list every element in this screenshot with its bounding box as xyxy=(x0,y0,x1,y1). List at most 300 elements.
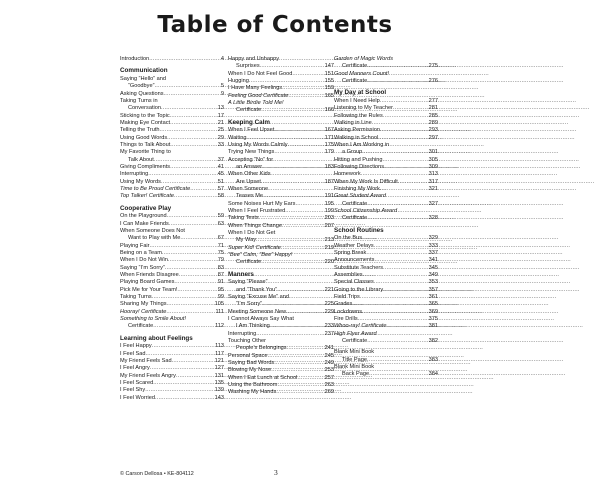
entry-title: Saying Bad Words xyxy=(228,360,275,367)
toc-entry xyxy=(120,56,224,63)
entry-page-number: 327 xyxy=(428,200,438,207)
toc-entry xyxy=(228,107,334,114)
entry-page-number: 382 xyxy=(428,338,438,345)
entry-page-number: 221 xyxy=(324,286,334,293)
entry-title: an Answer xyxy=(236,163,263,170)
dot-leader xyxy=(295,201,324,208)
toc-entry xyxy=(228,71,334,78)
toc-entry xyxy=(228,252,334,259)
entry-title: Washing My Hands xyxy=(228,389,277,396)
entry-title: Something to Smile About! xyxy=(120,316,187,322)
toc-column-1 xyxy=(120,56,224,402)
dot-leader xyxy=(153,380,214,387)
toc-entry xyxy=(334,171,438,178)
entry-title: “Goodbye” xyxy=(128,83,155,90)
toc-entry xyxy=(120,142,224,149)
entry-page-number: 345 xyxy=(428,264,438,271)
entry-title: Blowing My Nose xyxy=(228,367,272,374)
dot-leader xyxy=(282,223,325,230)
dot-leader xyxy=(152,343,215,350)
entry-title: I Feel Sad xyxy=(120,350,146,357)
dot-leader xyxy=(168,257,218,264)
dot-leader xyxy=(378,135,428,142)
entry-title: Special Classes xyxy=(334,279,374,286)
entry-title: High Flyer Award xyxy=(334,330,377,337)
toc-entry xyxy=(334,142,438,149)
entry-page-number: 213 xyxy=(324,237,334,244)
entry-page-number: 357 xyxy=(428,286,438,293)
dot-leader xyxy=(383,113,429,120)
toc-entry xyxy=(334,120,438,127)
entry-page-number: 75 xyxy=(217,249,224,256)
entry-title: Certificate xyxy=(342,215,368,222)
dot-leader xyxy=(169,221,218,228)
dot-leader xyxy=(172,358,215,365)
toc-entry xyxy=(120,113,224,120)
entry-page-number: 337 xyxy=(428,249,438,256)
entry-title: Some Noises Hurt My Ears xyxy=(228,200,296,207)
toc-entry xyxy=(228,186,334,193)
entry-title: Certificate xyxy=(342,78,368,85)
toc-entry xyxy=(120,243,224,250)
dot-leader xyxy=(154,83,220,90)
entry-page-number: 237 xyxy=(324,330,334,337)
entry-page-number: 293 xyxy=(428,127,438,134)
toc-entry xyxy=(228,338,334,345)
dot-leader xyxy=(259,215,325,222)
entry-page-number: 249 xyxy=(324,360,334,367)
entry-page-number: 37 xyxy=(217,156,224,163)
toc-entry xyxy=(120,309,224,316)
entry-page-number: 79 xyxy=(217,257,224,264)
copyright-footer: © Carson Dellosa • KE-804112 xyxy=(120,471,194,477)
toc-entry xyxy=(120,395,224,402)
dot-leader xyxy=(270,323,325,330)
entry-title: a Group xyxy=(342,149,363,156)
toc-entry xyxy=(120,351,224,358)
dot-leader xyxy=(363,272,429,279)
dot-leader xyxy=(358,316,429,323)
toc-entry xyxy=(228,201,334,208)
entry-page-number: 58 xyxy=(217,193,224,200)
toc-column-2 xyxy=(228,56,334,397)
toc-entry xyxy=(120,323,224,330)
entry-title: Asking Permission xyxy=(334,127,381,134)
entry-page-number: 5 xyxy=(220,83,224,90)
page-title: Table of Contents xyxy=(157,12,393,38)
entry-page-number: 29 xyxy=(217,134,224,141)
entry-page-number: 328 xyxy=(428,215,438,222)
toc-entry xyxy=(120,365,224,372)
dot-leader xyxy=(367,338,428,345)
entry-page-number: 83 xyxy=(217,264,224,271)
section-heading: Cooperative Play xyxy=(120,204,172,212)
entry-title: When I Feel Frustrated xyxy=(228,208,286,215)
dot-leader xyxy=(274,127,324,134)
entry-page-number: 245 xyxy=(324,352,334,359)
dot-leader xyxy=(393,105,429,112)
entry-title: When Someone Does Not xyxy=(120,227,185,234)
dot-leader xyxy=(153,323,215,330)
entry-page-number: 277 xyxy=(428,97,438,104)
entry-title: I Can Make Friends xyxy=(120,220,169,227)
toc-entry xyxy=(228,309,334,316)
toc-entry xyxy=(120,294,224,301)
entry-page-number: 121 xyxy=(214,357,224,364)
entry-page-number: 151 xyxy=(324,70,334,77)
toc-entry xyxy=(228,164,334,171)
entry-title: Listening to My Teacher xyxy=(334,105,393,112)
toc-entry xyxy=(120,135,224,142)
toc-entry xyxy=(228,375,334,382)
toc-entry xyxy=(120,235,224,242)
entry-title: Garden of Magic Words xyxy=(334,56,394,62)
entry-page-number: 289 xyxy=(428,119,438,126)
entry-title: I Feel Scared xyxy=(120,379,154,386)
toc-entry xyxy=(228,100,334,107)
toc-entry xyxy=(120,279,224,286)
entry-title: Teases Me xyxy=(236,193,264,200)
dot-leader xyxy=(367,215,428,222)
toc-entry xyxy=(334,294,438,301)
entry-page-number: 117 xyxy=(215,350,224,357)
dot-leader xyxy=(190,186,218,193)
entry-title: I Feel Angry xyxy=(120,365,150,372)
entry-page-number: 301 xyxy=(428,149,438,156)
page-number: 3 xyxy=(274,468,278,477)
dot-leader xyxy=(170,164,218,171)
entry-page-number: 195 xyxy=(324,200,334,207)
toc-entry xyxy=(120,316,224,323)
entry-title: People’s Belongings xyxy=(236,345,287,352)
toc-entry xyxy=(228,331,334,338)
entry-page-number: 91 xyxy=(217,279,224,286)
entry-title: Fire Drills xyxy=(334,316,358,322)
dot-leader xyxy=(276,389,324,396)
toc-entry xyxy=(228,382,334,389)
dot-leader xyxy=(256,237,325,244)
entry-page-number: 219 xyxy=(324,244,334,251)
entry-title: Saying “Hello” and xyxy=(120,75,167,82)
entry-title: Title Page xyxy=(342,356,367,363)
entry-page-number: 143 xyxy=(214,394,224,401)
entry-title: Going to the Library xyxy=(334,286,384,293)
toc-entry xyxy=(334,149,438,156)
toc-entry xyxy=(120,164,224,171)
dot-leader xyxy=(164,91,221,98)
dot-leader xyxy=(292,71,324,78)
entry-title: Whoo-ray! Certificate xyxy=(334,323,387,330)
section-heading: Communication xyxy=(120,67,168,75)
entry-title: Top Talker! Certificate xyxy=(120,193,174,200)
entry-title: Things to Talk About xyxy=(120,141,171,148)
toc-entry xyxy=(228,245,334,252)
entry-title: Feeling Good Certificate xyxy=(228,92,289,99)
entry-page-number: 135 xyxy=(214,379,224,386)
entry-page-number: 131 xyxy=(214,372,224,379)
entry-page-number: 179 xyxy=(324,149,334,156)
entry-title: I Feel Worried xyxy=(120,394,156,401)
dot-leader xyxy=(380,98,429,105)
entry-title: Telling the Truth xyxy=(120,127,160,134)
entry-title: Interrupting xyxy=(228,330,257,337)
entry-page-number: 253 xyxy=(324,367,334,374)
dot-leader xyxy=(383,265,429,272)
dot-leader xyxy=(367,78,428,85)
entry-page-number: 13 xyxy=(217,105,224,112)
entry-title: Good Manners Count! xyxy=(334,70,390,77)
dot-leader xyxy=(297,375,324,382)
toc-entry xyxy=(228,345,334,352)
toc-entry xyxy=(334,201,438,208)
dot-leader xyxy=(282,85,325,92)
toc-entry xyxy=(228,135,334,142)
entry-page-number: 349 xyxy=(428,271,438,278)
entry-title: Being on a Team xyxy=(120,249,162,256)
dot-leader xyxy=(146,351,216,358)
toc-entry xyxy=(228,230,334,237)
dot-leader xyxy=(174,193,218,200)
entry-page-number: 309 xyxy=(428,163,438,170)
entry-title: When I Feel Upset xyxy=(228,127,275,134)
dot-leader xyxy=(165,265,218,272)
entry-page-number: 381 xyxy=(428,323,438,330)
toc-entry xyxy=(120,373,224,380)
entry-title: Making Eye Contact xyxy=(120,119,171,126)
toc-entry xyxy=(334,323,438,330)
toc-entry xyxy=(334,56,438,63)
entry-title: My Friend Feels Angry xyxy=(120,372,176,379)
entry-page-number: 383 xyxy=(428,356,438,363)
dot-leader xyxy=(286,309,325,316)
dot-leader xyxy=(177,287,217,294)
toc-entry xyxy=(120,91,224,98)
dot-leader xyxy=(174,279,217,286)
dot-leader xyxy=(149,56,221,63)
toc-entry xyxy=(120,250,224,257)
entry-page-number: 341 xyxy=(428,257,438,264)
entry-page-number: 241 xyxy=(324,345,334,352)
dot-leader xyxy=(161,179,218,186)
dot-leader xyxy=(352,301,428,308)
entry-page-number: 313 xyxy=(428,171,438,178)
toc-entry xyxy=(334,63,438,70)
entry-title: I Feel Happy xyxy=(120,343,152,350)
toc-entry xyxy=(120,228,224,235)
entry-page-number: 203 xyxy=(324,215,334,222)
entry-title: My Friend Feels Sad xyxy=(120,357,172,364)
entry-page-number: 57 xyxy=(217,186,224,192)
toc-entry xyxy=(228,287,334,294)
toc-entry xyxy=(120,265,224,272)
entry-title: Pick Me for Your Team! xyxy=(120,286,178,293)
toc-entry xyxy=(334,235,438,242)
dot-leader xyxy=(383,287,429,294)
entry-title: “I’m Sorry” xyxy=(236,301,263,308)
entry-page-number: 59 xyxy=(217,213,224,220)
entry-title: I Am Thinking xyxy=(236,323,270,330)
entry-title: Following the Rules xyxy=(334,112,383,119)
toc-entry xyxy=(334,279,438,286)
dot-leader xyxy=(263,193,325,200)
dot-leader xyxy=(162,250,218,257)
toc-entry xyxy=(120,343,224,350)
entry-title: Sharing My Things xyxy=(120,301,167,308)
dot-leader xyxy=(277,287,325,294)
entry-page-number: 199 xyxy=(324,208,334,215)
entry-title: Weather Delays xyxy=(334,242,374,249)
entry-title: Time to Be Proud Certificate xyxy=(120,186,191,192)
section-heading: Manners xyxy=(228,270,254,278)
entry-page-number: 365 xyxy=(428,301,438,308)
toc-entry xyxy=(120,387,224,394)
toc-entry xyxy=(334,265,438,272)
dot-leader xyxy=(166,309,215,316)
entry-page-number: 113 xyxy=(215,343,224,350)
entry-title: Sticking to the Topic xyxy=(120,112,170,119)
entry-page-number: 375 xyxy=(428,316,438,322)
entry-page-number: 225 xyxy=(324,301,334,308)
toc-entry xyxy=(334,127,438,134)
toc-entry xyxy=(334,349,438,356)
entry-page-number: 167 xyxy=(324,127,334,134)
entry-title: Blank Mini Book xyxy=(334,349,375,356)
toc-entry xyxy=(228,193,334,200)
entry-title: School Citizenship Award xyxy=(334,208,398,215)
entry-title: A Little Birdie Told Me! xyxy=(228,100,284,107)
toc-entry xyxy=(334,186,438,193)
toc-entry xyxy=(120,171,224,178)
dot-leader xyxy=(277,382,324,389)
toc-entry xyxy=(120,213,224,220)
toc-entry xyxy=(334,243,438,250)
dot-leader xyxy=(362,309,429,316)
dot-leader xyxy=(362,235,429,242)
toc-entry xyxy=(120,105,224,112)
entry-title: On the Playground xyxy=(120,213,167,220)
entry-page-number: 127 xyxy=(214,365,224,372)
dot-leader xyxy=(167,135,218,142)
toc-entry xyxy=(228,93,334,100)
entry-title: Saying “I’m Sorry” xyxy=(120,264,165,271)
entry-page-number: 166 xyxy=(324,107,334,114)
entry-title: Hugging xyxy=(228,78,249,85)
toc-entry xyxy=(228,56,334,63)
toc-entry xyxy=(334,316,438,323)
dot-leader xyxy=(246,135,324,142)
dot-leader xyxy=(374,279,429,286)
toc-entry xyxy=(228,279,334,286)
entry-page-number: 63 xyxy=(217,220,224,227)
entry-title: Accepting “No” for xyxy=(228,156,274,163)
entry-page-number: 229 xyxy=(324,308,334,315)
entry-page-number: 321 xyxy=(428,186,438,192)
entry-title: My Favorite Thing to xyxy=(120,149,171,156)
entry-title: Happy and Unhappy xyxy=(228,56,280,62)
entry-page-number: 263 xyxy=(324,382,334,389)
dot-leader xyxy=(288,93,324,100)
entry-page-number: 207 xyxy=(324,222,334,229)
toc-entry xyxy=(334,113,438,120)
entry-page-number: 281 xyxy=(428,105,438,112)
entry-title: When I Do Not Get xyxy=(228,230,276,237)
entry-title: Want to Play with Me xyxy=(128,235,181,242)
entry-page-number: 361 xyxy=(428,293,438,300)
dot-leader xyxy=(360,294,429,301)
dot-leader xyxy=(387,323,429,330)
toc-entry xyxy=(120,179,224,186)
dot-leader xyxy=(362,149,428,156)
toc-entry xyxy=(228,301,334,308)
entry-page-number: 269 xyxy=(324,389,334,396)
entry-page-number: 33 xyxy=(217,141,224,148)
entry-page-number: 159 xyxy=(324,85,334,92)
dot-leader xyxy=(161,105,218,112)
entry-page-number: 139 xyxy=(214,387,224,394)
entry-page-number: 285 xyxy=(428,112,438,119)
entry-page-number: 105 xyxy=(214,301,224,308)
dot-leader xyxy=(180,235,217,242)
entry-page-number: 41 xyxy=(217,163,224,170)
entry-title: Using My Words Calmly xyxy=(228,141,288,148)
toc-entry xyxy=(334,272,438,279)
toc-entry xyxy=(228,294,334,301)
dot-leader xyxy=(155,395,215,402)
toc-entry xyxy=(334,257,438,264)
toc-entry xyxy=(228,353,334,360)
dot-leader xyxy=(281,245,325,252)
toc-entry xyxy=(334,250,438,257)
dot-leader xyxy=(261,259,324,266)
dot-leader xyxy=(380,186,429,193)
toc-entry xyxy=(334,338,438,345)
entry-page-number: 317 xyxy=(428,178,438,185)
entry-title: Using the Bathroom xyxy=(228,382,278,389)
dot-leader xyxy=(271,367,324,374)
entry-page-number: 333 xyxy=(428,242,438,249)
dot-leader xyxy=(384,164,429,171)
dot-leader xyxy=(170,142,217,149)
entry-page-number: 187 xyxy=(324,178,334,185)
entry-page-number: 165 xyxy=(324,92,334,99)
toc-entry xyxy=(228,259,334,266)
entry-page-number: 25 xyxy=(217,127,224,134)
toc-entry xyxy=(334,157,438,164)
entry-title: Field Trips xyxy=(334,293,360,300)
entry-title: Taking Turns in xyxy=(120,97,158,104)
entry-title: Walking in School xyxy=(334,134,379,141)
entry-page-number: 87 xyxy=(217,271,224,278)
toc-entry xyxy=(120,257,224,264)
entry-title: Trying New Things xyxy=(228,149,275,156)
toc-entry xyxy=(334,105,438,112)
dot-leader xyxy=(260,63,325,70)
toc-entry xyxy=(334,364,438,371)
entry-title: When I Am Working in xyxy=(334,141,390,148)
dot-leader xyxy=(398,179,429,186)
entry-page-number: 67 xyxy=(217,235,224,242)
toc-entry xyxy=(120,120,224,127)
entry-page-number: 99 xyxy=(217,293,224,300)
toc-entry xyxy=(120,301,224,308)
dot-leader xyxy=(167,301,215,308)
entry-title: When Other Kids xyxy=(228,171,271,178)
dot-leader xyxy=(154,157,218,164)
toc-entry xyxy=(228,127,334,134)
entry-page-number: 191 xyxy=(324,193,334,200)
toc-entry xyxy=(334,309,438,316)
toc-entry xyxy=(120,149,224,156)
